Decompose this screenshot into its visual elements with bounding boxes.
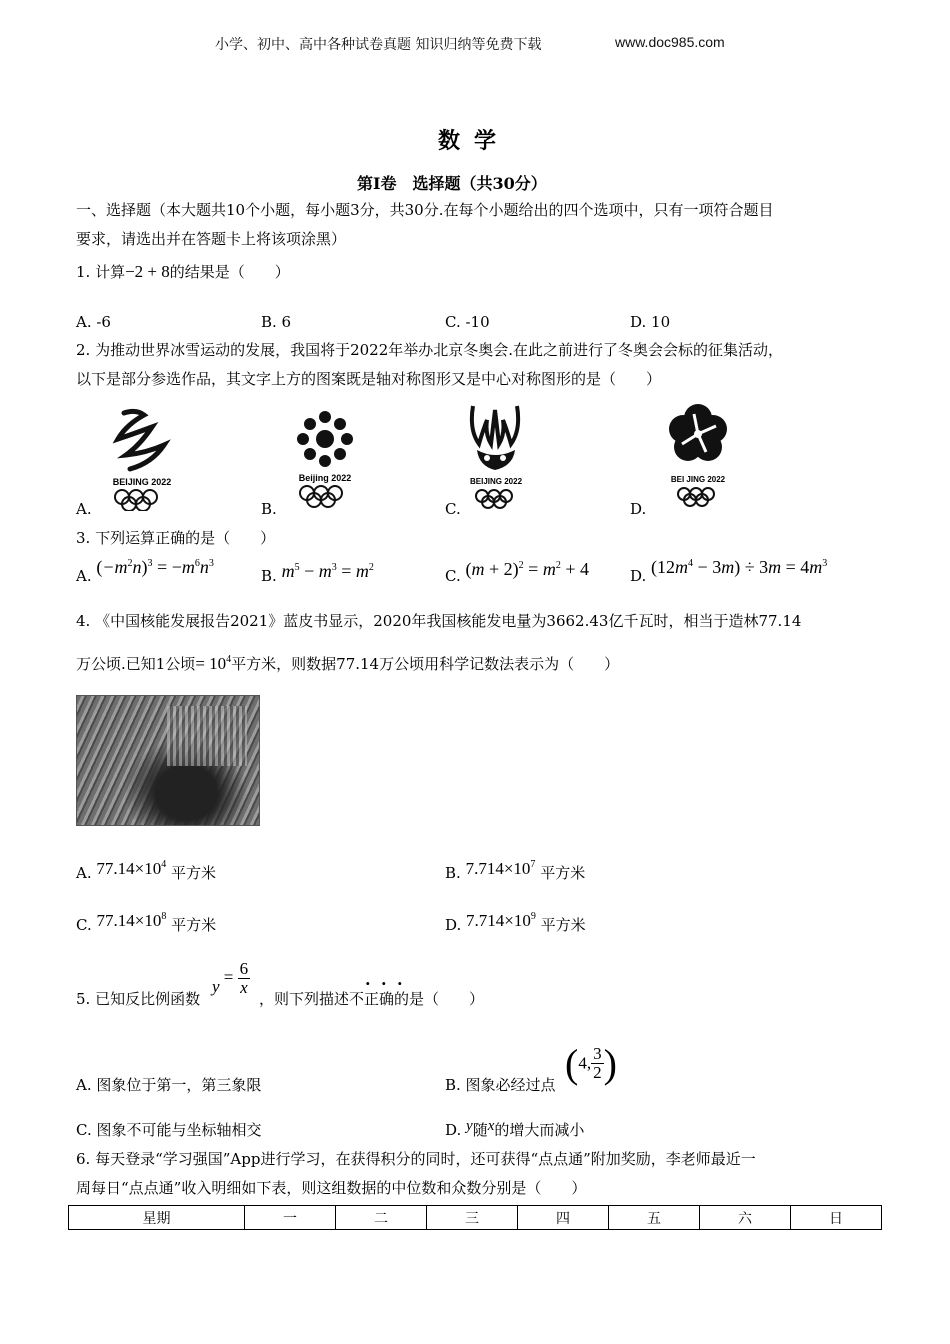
weekday-table bbox=[68, 1205, 882, 1230]
question-2-line2: 以下是部分参选作品，其文字上方的图案既是轴对称图形又是中心对称图形的是（ ） bbox=[76, 370, 662, 388]
question-6-line2: 周每日“点点通”收入明细如下表，则这组数据的中位数和众数分别是（ ） bbox=[76, 1179, 587, 1197]
q5-function: y = $\frac{6}{x}$ bbox=[212, 959, 249, 997]
q4-option-d-unit: 平方米 bbox=[540, 916, 586, 934]
q4-line2-pre: 万公顷.已知1公顷 bbox=[76, 655, 196, 673]
q4-option-a[interactable] bbox=[76, 857, 216, 885]
page-title: 数学 bbox=[438, 128, 511, 154]
emphasis-dot: . bbox=[397, 970, 403, 989]
q5-option-d-mid: 随 bbox=[472, 1121, 488, 1139]
section-intro-line2: 要求，请选出并在答题卡上将该项涂黑） bbox=[76, 230, 347, 248]
q5-option-a[interactable]: A. 图象位于第一，第三象限 bbox=[76, 1076, 262, 1094]
q1-option-b[interactable]: B. 6 bbox=[261, 313, 292, 331]
q1-pre: 1. 计算 bbox=[76, 263, 126, 281]
q4-option-b-value: $7.714\times 10^7$ bbox=[465, 859, 536, 878]
table-cell: 五 bbox=[608, 1206, 699, 1230]
q5-pre: 5. 已知反比例函数 bbox=[76, 990, 201, 1008]
table-cell: 六 bbox=[699, 1206, 790, 1230]
emphasis-dot: . bbox=[381, 970, 387, 989]
q5-option-b-text: B. 图象必经过点 bbox=[445, 1076, 556, 1094]
q3-option-c[interactable] bbox=[445, 560, 589, 588]
question-1 bbox=[76, 260, 290, 284]
q4-option-c-label: C. bbox=[76, 916, 92, 934]
q4-option-a-value: $77.14\times 10^4$ bbox=[96, 859, 167, 878]
part-subtitle: 第Ⅰ卷 选择题（共30分） bbox=[357, 174, 547, 193]
q1-post: 的结果是（ ） bbox=[169, 263, 290, 281]
header-site-link[interactable]: www.doc985.com bbox=[615, 34, 725, 50]
table-cell: 星期 bbox=[69, 1206, 245, 1230]
q3-option-c-formula: $(m + 2)^2 = m^2 + 4$ bbox=[465, 559, 589, 579]
q4-option-a-label: A. bbox=[76, 864, 92, 882]
q4-option-d-value: $7.714\times 10^9$ bbox=[466, 911, 536, 930]
q3-option-b[interactable] bbox=[261, 560, 374, 588]
emblem-a-label: BEIJING 2022 bbox=[112, 477, 172, 487]
emblem-c-label: BEIJING 2022 bbox=[469, 477, 523, 486]
q4-option-c[interactable] bbox=[76, 909, 216, 937]
q3-option-a-label: A. bbox=[76, 567, 92, 585]
question-3: 3. 下列运算正确的是（ ） bbox=[76, 529, 276, 547]
q1-expression: −2 + 8 bbox=[125, 262, 170, 281]
section-intro-line1: 一、选择题（本大题共10个小题，每小题3分，共30分.在每个小题给出的四个选项中，只有一项符合题目 bbox=[76, 201, 774, 219]
question-4-line1: 4. 《中国核能发展报告2021》蓝皮书显示，2020年我国核能发电量为3662.43亿千瓦时，相当于造林77.14 bbox=[76, 612, 802, 630]
q4-option-c-value: $77.14\times 10^8$ bbox=[96, 911, 167, 930]
header-text: 小学、初中、高中各种试卷真题 知识归纳等免费下载 bbox=[215, 37, 542, 53]
table-row bbox=[69, 1206, 882, 1230]
q3-option-c-label: C. bbox=[445, 567, 461, 585]
q3-option-a-formula: $(-m^2n)^3 = -m^6n^3$ bbox=[96, 557, 214, 577]
emblem-d-image bbox=[652, 400, 744, 512]
q4-option-b-unit: 平方米 bbox=[540, 864, 586, 882]
q5-var-y: y bbox=[466, 1118, 473, 1134]
emblem-c-image bbox=[465, 400, 527, 512]
q4-option-b-label: B. bbox=[445, 864, 461, 882]
table-cell: 二 bbox=[335, 1206, 426, 1230]
q2-option-a[interactable]: A. bbox=[76, 500, 92, 518]
table-cell: 三 bbox=[426, 1206, 517, 1230]
q3-option-b-label: B. bbox=[261, 567, 277, 585]
q2-option-b[interactable]: B. bbox=[261, 500, 277, 518]
q5-option-b[interactable] bbox=[445, 1074, 556, 1097]
table-cell: 四 bbox=[517, 1206, 608, 1230]
emblem-b-label: Beijing 2022 bbox=[298, 473, 352, 483]
q1-option-a[interactable]: A. -6 bbox=[76, 313, 111, 331]
q4-option-a-unit: 平方米 bbox=[171, 864, 217, 882]
forest-photo bbox=[76, 695, 260, 826]
q4-option-b[interactable] bbox=[445, 857, 585, 885]
q5-option-d-post: 的增大而减小 bbox=[494, 1121, 585, 1139]
emblem-a-image bbox=[96, 405, 188, 511]
table-cell: 日 bbox=[790, 1206, 881, 1230]
q3-option-d-label: D. bbox=[630, 567, 647, 585]
q4-option-d-label: D. bbox=[445, 916, 462, 934]
q4-power: = $10^4$ bbox=[195, 654, 232, 673]
q5-option-d[interactable] bbox=[445, 1119, 584, 1143]
q4-line2-post: 平方米，则数据77.14万公顷用科学记数法表示为（ ） bbox=[231, 655, 620, 673]
q1-option-c[interactable]: C. -10 bbox=[445, 313, 490, 331]
emblem-d-label: BEI JING 2022 bbox=[670, 475, 726, 484]
emblem-b-image bbox=[283, 405, 367, 511]
q1-option-d[interactable]: D. 10 bbox=[630, 313, 671, 331]
q4-option-d[interactable] bbox=[445, 909, 586, 937]
q3-option-d-formula: $(12m^4 - 3m) \div 3m = 4m^3$ bbox=[651, 557, 828, 577]
question-6-line1: 6. 每天登录“学习强国”App进行学习，在获得积分的同时，还可获得“点点通”附加奖励，李老师最近一 bbox=[76, 1150, 756, 1168]
table-cell: 一 bbox=[244, 1206, 335, 1230]
q3-option-b-formula: $m^5 - m^3 = m^2$ bbox=[281, 561, 374, 581]
q4-option-c-unit: 平方米 bbox=[171, 916, 217, 934]
question-4-line2 bbox=[76, 648, 619, 676]
q5-option-d-label: D. bbox=[445, 1121, 462, 1139]
q2-option-d[interactable]: D. bbox=[630, 500, 647, 518]
q5-point: (4, $\frac{3}{2}$ ) bbox=[565, 1041, 617, 1086]
q2-option-c[interactable]: C. bbox=[445, 500, 461, 518]
q3-option-a[interactable] bbox=[76, 557, 214, 588]
emphasis-dot: . bbox=[365, 970, 371, 989]
q5-option-c[interactable]: C. 图象不可能与坐标轴相交 bbox=[76, 1121, 262, 1139]
q3-option-d[interactable] bbox=[630, 557, 828, 588]
q5-post: ，则下列描述不正确的是（ ） bbox=[259, 990, 485, 1008]
question-2-line1: 2. 为推动世界冰雪运动的发展，我国将于2022年举办北京冬奥会.在此之前进行了冬奥会会标的征集活动， bbox=[76, 341, 784, 359]
q5-var-x: x bbox=[487, 1118, 495, 1134]
